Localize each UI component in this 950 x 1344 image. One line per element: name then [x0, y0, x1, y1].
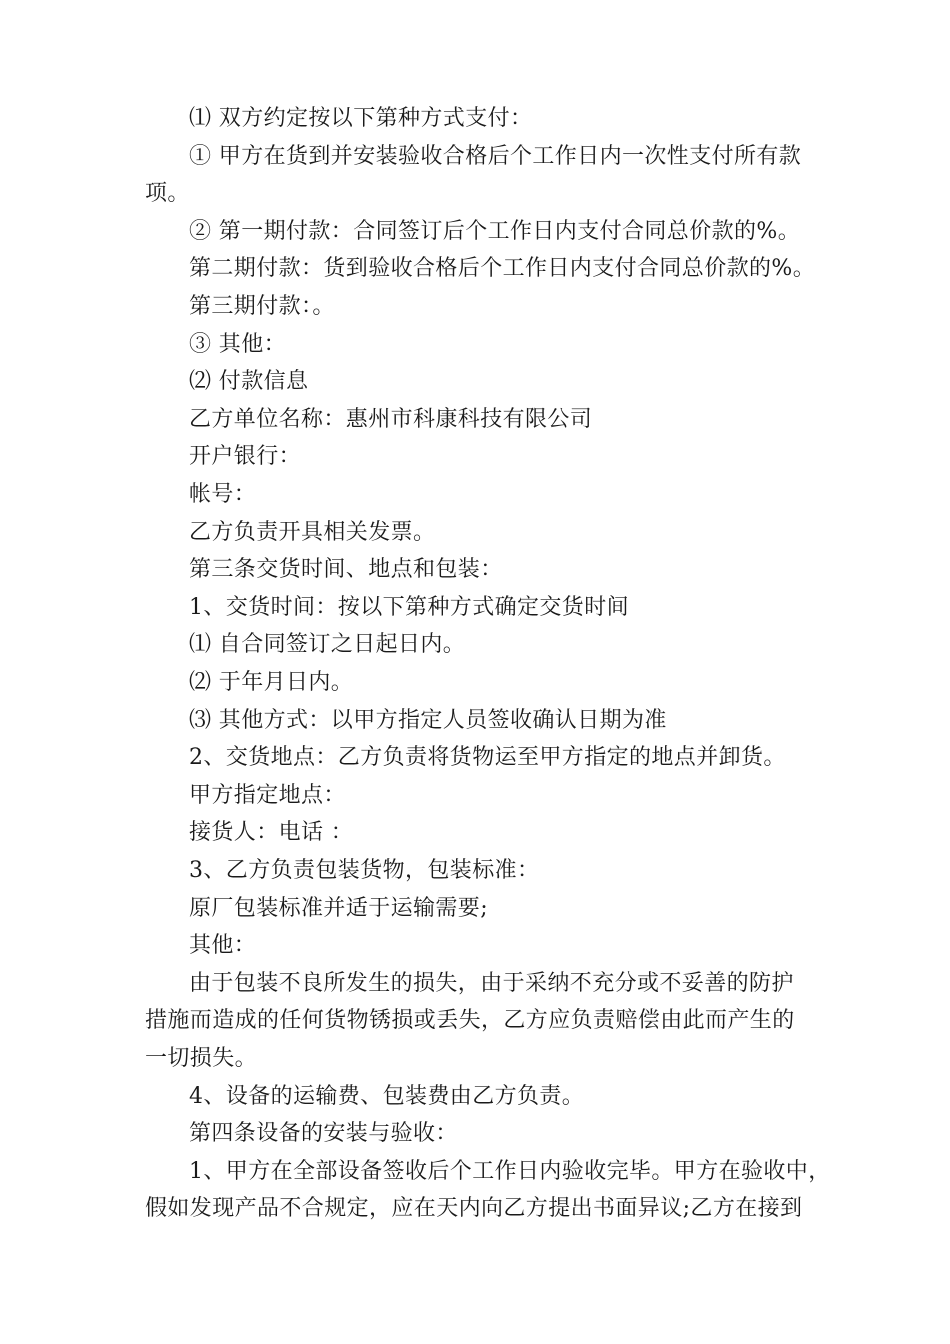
text-line: 2、交货地点：乙方负责将货物运至甲方指定的地点并卸货。 [189, 745, 786, 771]
text-line: ② 第一期付款：合同签订后个工作日内支付合同总价款的%。 [189, 218, 801, 244]
text-line: 接货人：电话 ： [189, 820, 354, 846]
text-line: ① 甲方在货到并安装验收合格后个工作日内一次性支付所有款 [189, 143, 802, 169]
text-line: 第四条设备的安装与验收： [189, 1121, 458, 1147]
text-line: 一切损失。 [145, 1046, 258, 1071]
text-line: ⑵ 付款信息 [189, 369, 309, 395]
text-line: 假如发现产品不合规定，应在天内向乙方提出书面异议;乙方在接到 [145, 1196, 803, 1222]
text-line: ⑴ 双方约定按以下第种方式支付： [189, 106, 533, 131]
text-line: 第二期付款：货到验收合格后个工作日内支付合同总价款的%。 [189, 256, 816, 282]
text-line: 乙方负责开具相关发票。 [189, 519, 436, 545]
text-line: ⑵ 于年月日内。 [189, 670, 354, 695]
text-line: 开户银行： [189, 444, 302, 470]
text-line: ⑴ 自合同签订之日起日内。 [189, 632, 466, 658]
text-line: 项。 [145, 181, 190, 207]
text-line: 3、乙方负责包装货物，包装标准： [189, 858, 540, 883]
text-line: 措施而造成的任何货物锈损或丢失，乙方应负责赔偿由此而产生的 [145, 1008, 795, 1034]
text-line: 甲方指定地点： [189, 782, 346, 808]
text-line: 第三条交货时间、地点和包装： [189, 557, 503, 583]
text-line: 其他： [189, 933, 257, 959]
text-line: 原厂包装标准并适于运输需要; [189, 895, 489, 921]
text-line: 4、设备的运输费、包装费由乙方负责。 [189, 1083, 585, 1109]
text-line: ③ 其他： [189, 331, 286, 357]
text-line: 1、甲方在全部设备签收后个工作日内验收完毕。甲方在验收中， [189, 1158, 831, 1184]
text-line: 由于包装不良所发生的损失，由于采纳不充分或不妥善的防护 [189, 970, 794, 996]
text-line: 帐号： [189, 482, 257, 507]
text-line: ⑶ 其他方式：以甲方指定人员签收确认日期为准 [189, 707, 667, 733]
text-line: 乙方单位名称：惠州市科康科技有限公司 [189, 406, 593, 432]
text-line: 第三期付款：。 [189, 294, 335, 319]
text-line: 1、交货时间：按以下第种方式确定交货时间 [189, 594, 629, 620]
